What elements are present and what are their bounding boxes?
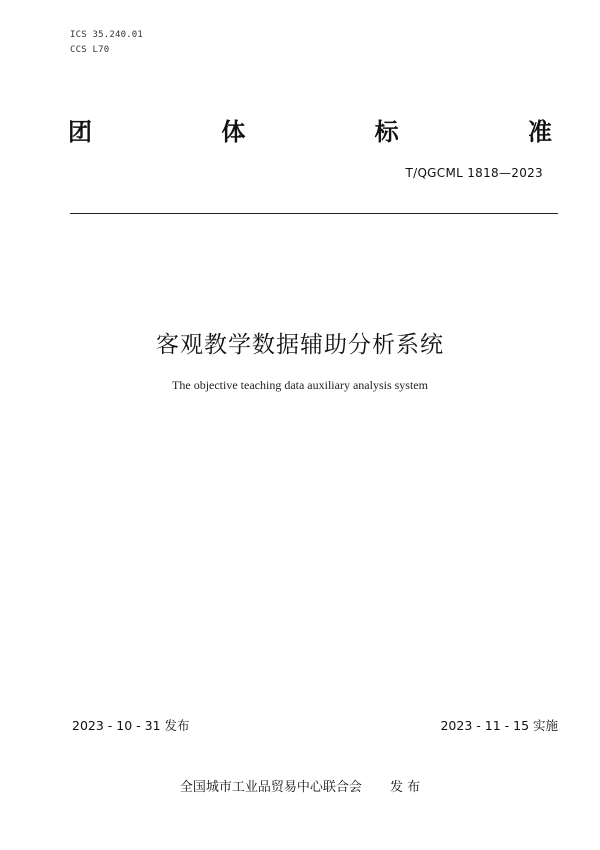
ccs-code: CCS L70 (70, 45, 110, 55)
standard-type-char: 标 (374, 118, 399, 146)
issuer-line (0, 776, 600, 795)
standard-type-char: 体 (221, 118, 246, 146)
document-title-chinese: 客观教学数据辅助分析系统 (156, 332, 444, 358)
standard-number: T/QGCML 1818—2023 (405, 166, 543, 180)
standard-type-heading (68, 112, 552, 147)
header-divider (70, 213, 558, 214)
standard-type-char: 团 (68, 118, 92, 146)
ics-code: ICS 35.240.01 (70, 30, 144, 40)
issuer-name: 全国城市工业品贸易中心联合会 (179, 780, 362, 795)
publish-date: 2023 - 10 - 31 发布 (72, 718, 190, 733)
implement-date: 2023 - 11 - 15 实施 (440, 718, 558, 733)
issuer-action: 发 布 (389, 780, 421, 795)
standard-type-char: 准 (527, 118, 552, 146)
document-title-english: The objective teaching data auxiliary analysis system (172, 378, 428, 392)
